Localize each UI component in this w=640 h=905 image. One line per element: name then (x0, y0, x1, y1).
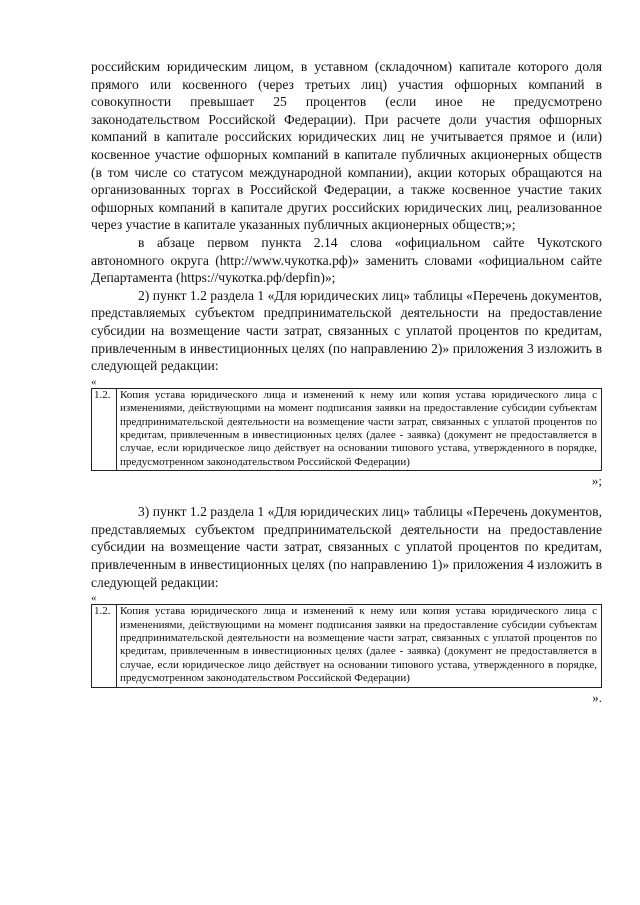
quote-close-mark: »; (591, 473, 602, 489)
row-number: 1.2. (92, 388, 117, 470)
table-row (92, 388, 602, 470)
paragraph-offshore-participation: российским юридическим лицом, в уставном (складочном) капитале которого доля прямого или косвенного (через третьих лиц) участия офшорных компаний в совокупности превышает 25 процентов (если иное не предусмотрено законодательством Российской Федерации). При расчете доли участия офшорных компаний в капитале российских юридических лиц не учитывается прямое и (или) косвенное участие офшорных компаний в капитале публичных акционерных обществ (в том числе со статусом международной компании), акции которых обращаются на организованных торгах в Российской Федерации, а также косвенное участие таких офшорных компаний в капитале других российских юридических лиц, реализованное через участие в капитале указанных публичных акционерных обществ;»; (91, 59, 602, 233)
quote-open-mark: « (91, 592, 97, 605)
paragraph-point-3: 3) пункт 1.2 раздела 1 «Для юридических лиц» таблицы «Перечень документов, представляемых субъектом предпринимательской деятельности на предоставление субсидии на возмещение части затрат, связанных с уплатой процентов по кредитам, привлеченным в инвестиционных целях (по направлению 1)» приложения 4 изложить в следующей редакции: (91, 504, 602, 590)
table-appendix-3 (91, 388, 602, 471)
section-spacer (91, 489, 602, 503)
row-number: 1.2. (92, 605, 117, 687)
row-text: Копия устава юридического лица и изменений к нему или копия устава юридического лица с изменениями, действующими на момент подписания заявки на предоставление субсидии субъектам предпринимательской деятельности на возмещение части затрат, связанных с уплатой процентов по кредитам, привлеченным в инвестиционных целях (далее - заявка) (документ не предоставляется в случае, если юридическое лицо действует на основании типового устава, утвержденного в порядке, предусмотренном законодательством Российской Федерации) (117, 388, 602, 470)
table-appendix-4 (91, 604, 602, 687)
paragraph-point-2: 2) пункт 1.2 раздела 1 «Для юридических лиц» таблицы «Перечень документов, представляемых субъектом предпринимательской деятельности на предоставление субсидии на возмещение части затрат, связанных с уплатой процентов по кредитам, привлеченным в инвестиционных целях (по направлению 2)» приложения 3 изложить в следующей редакции: (91, 287, 602, 374)
document-page (91, 58, 602, 706)
paragraph-item-2-14: в абзаце первом пункта 2.14 слова «официальном сайте Чукотского автономного округа (http://www.чукотка.рф)» заменить словами «официальном сайте Департамента (https://чукотка.рф/depfin)»; (91, 234, 602, 286)
quote-open-mark: « (91, 375, 97, 388)
table-row (92, 605, 602, 687)
quote-close-mark: ». (592, 689, 602, 705)
row-text: Копия устава юридического лица и изменений к нему или копия устава юридического лица с изменениями, действующими на момент подписания заявки на предоставление субсидии субъектам предпринимательской деятельности на возмещение части затрат, связанных с уплатой процентов по кредитам, привлеченным в инвестиционных целях (далее - заявка) (документ не предоставляется в случае, если юридическое лицо действует на основании типового устава, утвержденного в порядке, предусмотренном законодательством Российской Федерации) (117, 605, 602, 687)
